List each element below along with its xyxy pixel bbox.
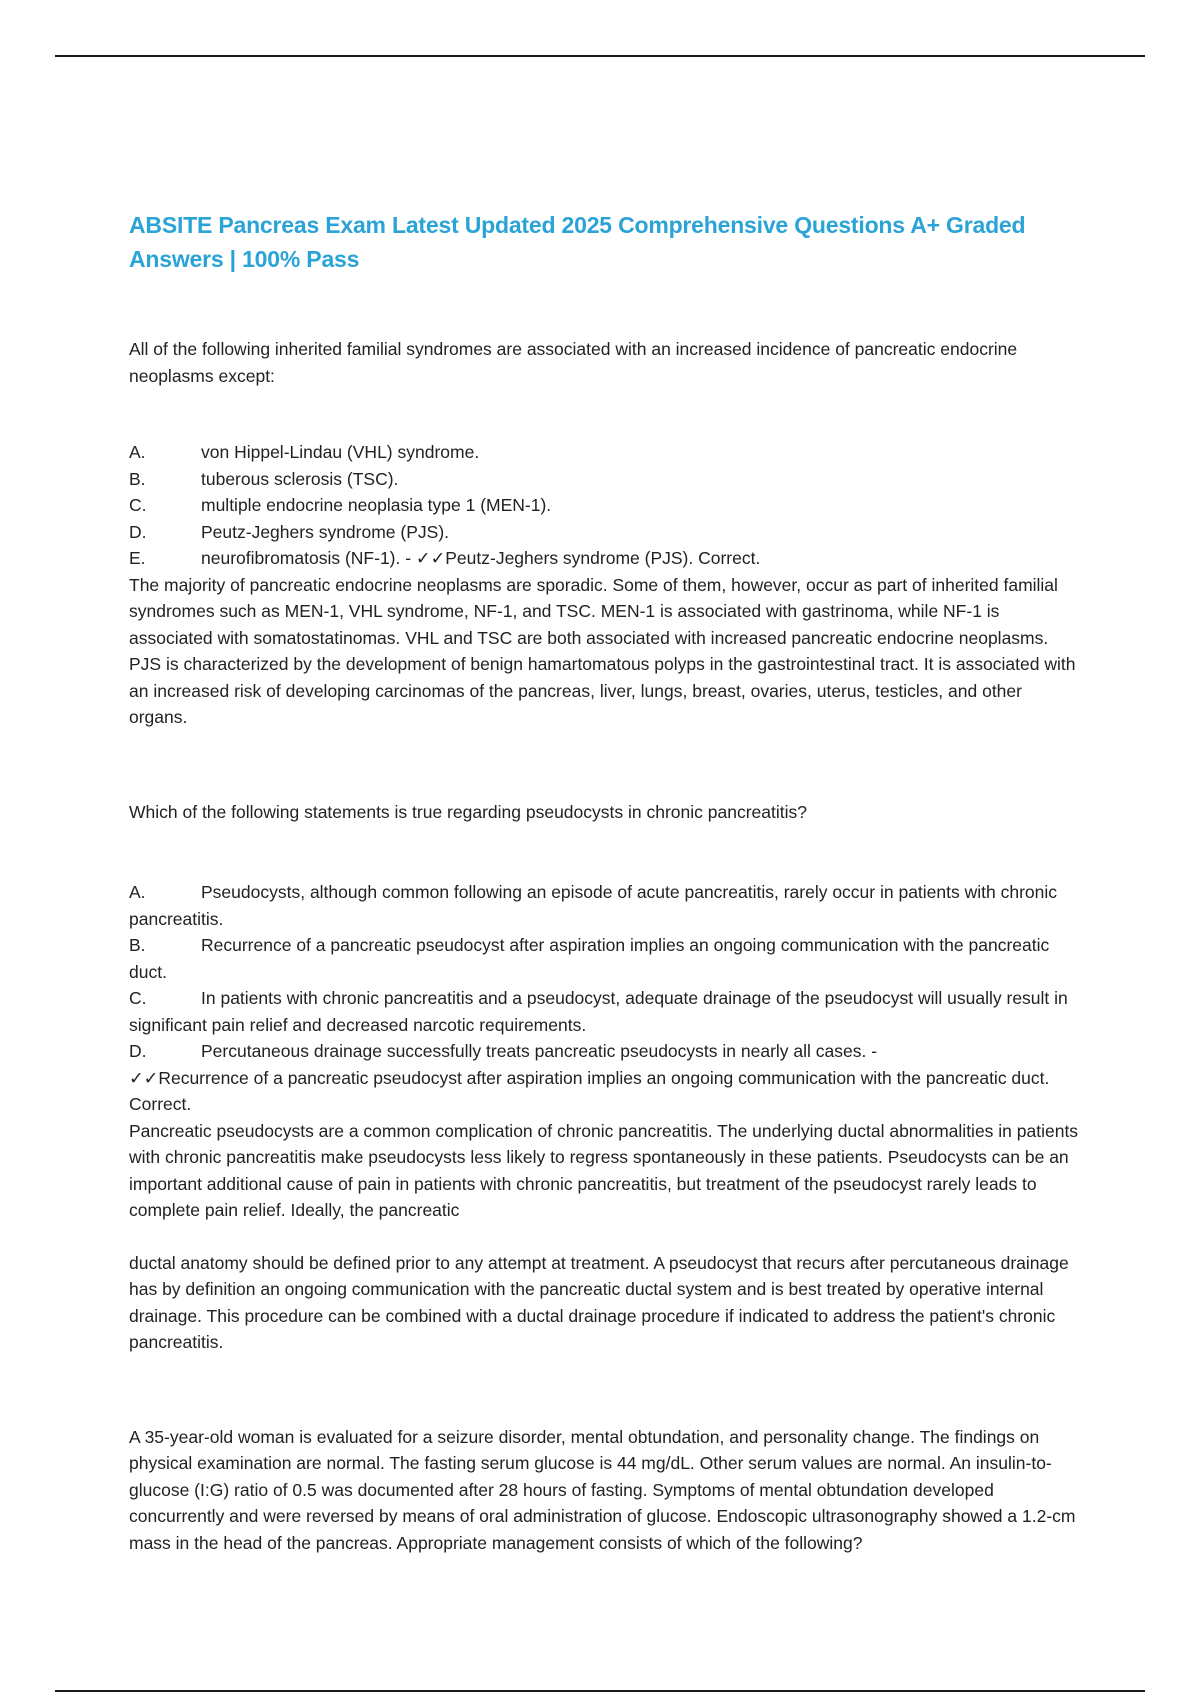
option-row bbox=[129, 932, 1079, 985]
option-letter: A. bbox=[129, 882, 146, 902]
option-row bbox=[129, 439, 1079, 466]
question-2-stem: Which of the following statements is true regarding pseudocysts in chronic pancreatitis? bbox=[129, 801, 807, 822]
question-2-explanation-part-2: ductal anatomy should be defined prior to any attempt at treatment. A pseudocyst that recurs after percutaneous drainage has by definition an ongoing communication with the pancreatic ductal system and is best treated by operative internal drainage. This procedure can be combined with a ductal drainage procedure if indicated to address the patient's chronic pancreatitis. bbox=[129, 1252, 1069, 1352]
option-letter: E. bbox=[129, 548, 146, 568]
option-letter: C. bbox=[129, 495, 147, 515]
option-text: Pseudocysts, although common following an episode of acute pancreatitis, rarely occur in patients with chronic pancreatitis. bbox=[129, 882, 1058, 929]
option-row bbox=[129, 879, 1079, 932]
document-title: ABSITE Pancreas Exam Latest Updated 2025 Comprehensive Questions A+ Graded Answers | 100% Pass bbox=[129, 212, 1026, 272]
option-text: von Hippel-Lindau (VHL) syndrome. bbox=[201, 442, 480, 462]
option-row bbox=[129, 1038, 1079, 1065]
option-text: Peutz-Jeghers syndrome (PJS). bbox=[201, 521, 450, 542]
question-2-options bbox=[129, 879, 1079, 1118]
question-1-stem: All of the following inherited familial syndromes are associated with an increased incidence of pancreatic endocrine neoplasms except: bbox=[129, 339, 1018, 386]
option-letter: C. bbox=[129, 988, 147, 1008]
question-2-answer: ✓✓Recurrence of a pancreatic pseudocyst after aspiration implies an ongoing communication with the pancreatic duct. bbox=[129, 1067, 1050, 1088]
option-text: Percutaneous drainage successfully treats pancreatic pseudocysts in nearly all cases. - bbox=[201, 1041, 878, 1061]
question-1-options bbox=[129, 439, 1079, 572]
question-2-correct-label: Correct. bbox=[129, 1094, 192, 1114]
option-letter: D. bbox=[129, 1041, 147, 1061]
question-2-explanation-part-1: Pancreatic pseudocysts are a common complication of chronic pancreatitis. The underlying ductal abnormalities in patients with chronic pancreatitis make pseudocysts less likely to regress spontaneously in these patients. Pseudocysts can be an important additional cause of pain in patients with chronic pancreatitis, but treatment of the pseudocyst rarely leads to complete pain relief. Ideally, the pancreatic bbox=[129, 1120, 1079, 1220]
document-body bbox=[129, 208, 1079, 1556]
option-row-with-answer bbox=[129, 545, 1079, 572]
option-row bbox=[129, 492, 1079, 519]
top-divider bbox=[55, 55, 1145, 57]
bottom-divider bbox=[55, 1690, 1145, 1692]
option-text: tuberous sclerosis (TSC). bbox=[201, 468, 399, 489]
option-row bbox=[129, 466, 1079, 493]
option-row bbox=[129, 985, 1079, 1038]
option-text: Recurrence of a pancreatic pseudocyst after aspiration implies an ongoing communication with the pancreatic duct. bbox=[129, 935, 1050, 982]
option-letter: B. bbox=[129, 935, 146, 955]
option-text: multiple endocrine neoplasia type 1 (MEN-1). bbox=[201, 495, 552, 515]
option-letter: D. bbox=[129, 521, 147, 542]
question-1-explanation: The majority of pancreatic endocrine neoplasms are sporadic. Some of them, however, occur as part of inherited familial syndromes such as MEN-1, VHL syndrome, NF-1, and TSC. MEN-1 is associated with gastrinoma, while NF-1 is associated with somatostatinomas. VHL and TSC are both associated with increased pancreatic endocrine neoplasms. PJS is characterized by the development of benign hamartomatous polyps in the gastrointestinal tract. It is associated with an increased risk of developing carcinomas of the pancreas, liver, lungs, breast, ovaries, uterus, testicles, and other organs. bbox=[129, 574, 1076, 727]
question-3-stem: A 35-year-old woman is evaluated for a seizure disorder, mental obtundation, and personality change. The findings on physical examination are normal. The fasting serum glucose is 44 mg/dL. Other serum values are normal. An insulin-to-glucose (I:G) ratio of 0.5 was documented after 28 hours of fasting. Symptoms of mental obtundation developed concurrently and were reversed by means of oral administration of glucose. Endoscopic ultrasonography showed a 1.2-cm mass in the head of the pancreas. Appropriate management consists of which of the following? bbox=[129, 1426, 1076, 1553]
page-break-gap bbox=[129, 1224, 1079, 1250]
option-row bbox=[129, 519, 1079, 546]
option-text: In patients with chronic pancreatitis and a pseudocyst, adequate drainage of the pseudocyst will usually result in significant pain relief and decreased narcotic requirements. bbox=[129, 988, 1068, 1035]
option-text-answer: neurofibromatosis (NF-1). - ✓✓Peutz-Jeghers syndrome (PJS). Correct. bbox=[201, 548, 761, 568]
option-letter: B. bbox=[129, 468, 146, 489]
option-letter: A. bbox=[129, 442, 146, 462]
